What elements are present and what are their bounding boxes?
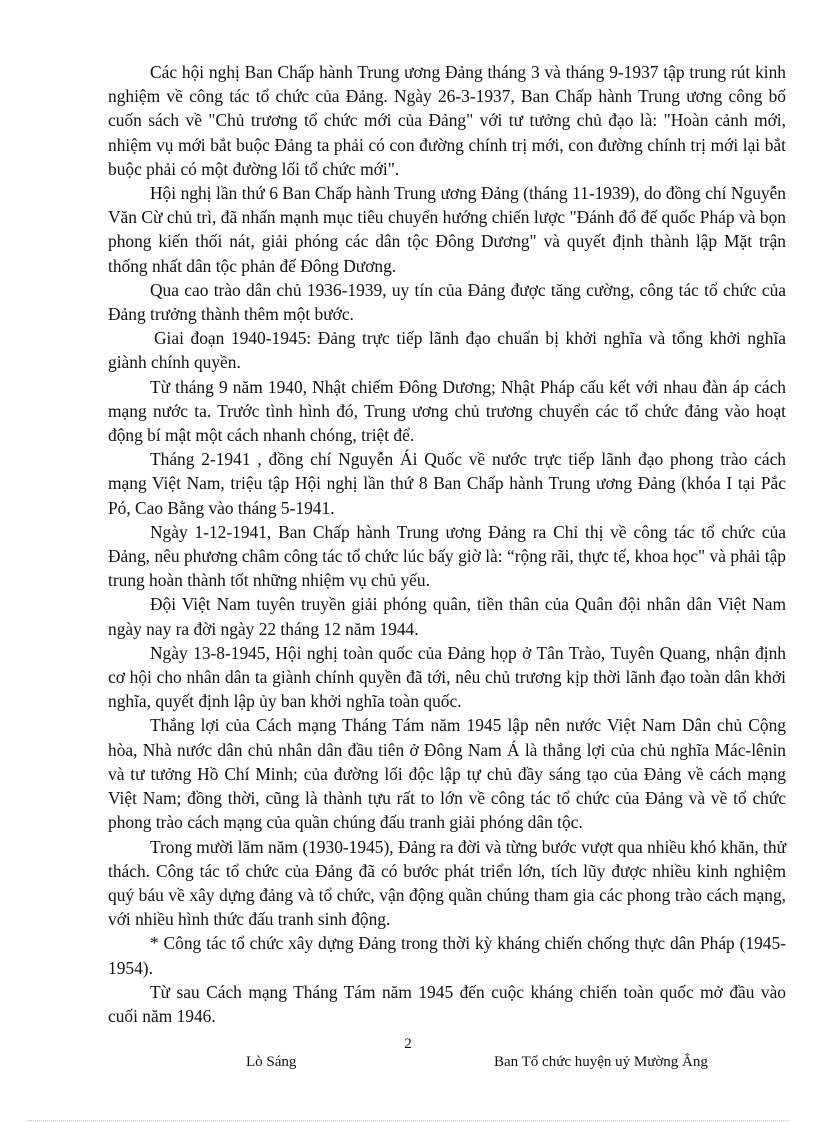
paragraph: Thắng lợi của Cách mạng Tháng Tám năm 1945 lập nên nước Việt Nam Dân chủ Cộng hòa, Nhà nước dân chủ nhân dân đầu tiên ở Đông Nam Á là thắng lợi của chủ nghĩa Mác-lênin và tư tưởng Hồ Chí Minh; của đường lối độc lập tự chủ đầy sáng tạo của Đảng về cách mạng Việt Nam; đồng thời, cũng là thành tựu rất to lớn về công tác tổ chức của Đảng và về tổ chức phong trào cách mạng của quần chúng đấu tranh giải phóng dân tộc. — [108, 715, 786, 833]
paragraph: Từ tháng 9 năm 1940, Nhật chiếm Đông Dương; Nhật Pháp cấu kết với nhau đàn áp cách mạng nước ta. Trước tình hình đó, Trung ương chủ trương chuyển các tổ chức đảng vào hoạt động bí mật một cách nhanh chóng, triệt để. — [108, 376, 786, 446]
document-body — [108, 60, 786, 1028]
page-edge-divider — [28, 1120, 788, 1121]
paragraph: Giai đoạn 1940-1945: Đảng trực tiếp lãnh đạo chuẩn bị khởi nghĩa và tổng khởi nghĩa giành chính quyền. — [108, 328, 786, 373]
footer-organization: Ban Tổ chức huyện uỷ Mường Ẳng — [494, 1054, 708, 1070]
page-number: 2 — [404, 1036, 412, 1052]
paragraph: Các hội nghị Ban Chấp hành Trung ương Đảng tháng 3 và tháng 9-1937 tập trung rút kinh nghiệm về công tác tổ chức của Đảng. Ngày 26-3-1937, Ban Chấp hành Trung ương công bố cuốn sách về "Chủ trương tổ chức mới của Đảng" với tư tưởng chủ đạo là: "Hoàn cảnh mới, nhiệm vụ mới bắt buộc Đảng ta phải có con đường chính trị mới, con đường chính trị mới lại bắt buộc phải có một đường lối tổ chức mới". — [108, 62, 786, 179]
paragraph: Trong mười lăm năm (1930-1945), Đảng ra đời và từng bước vượt qua nhiều khó khăn, thử thách. Công tác tổ chức của Đảng đã có bước phát triển lớn, tích lũy được nhiều kinh nghiệm quý báu về xây dựng đảng và tổ chức, vận động quần chúng tham gia các phong trào cách mạng, với nhiều hình thức đấu tranh sinh động. — [108, 836, 786, 930]
paragraph: Từ sau Cách mạng Tháng Tám năm 1945 đến cuộc kháng chiến toàn quốc mở đầu vào cuối năm 1946. — [108, 981, 786, 1026]
paragraph: Ngày 1-12-1941, Ban Chấp hành Trung ương Đảng ra Chỉ thị về công tác tổ chức của Đảng, nêu phương châm công tác tổ chức lúc bấy giờ là: “rộng rãi, thực tế, khoa học" và phải tập trung hoàn thành tốt những nhiệm vụ chủ yếu. — [108, 521, 786, 591]
footer-author: Lò Sáng — [246, 1054, 297, 1070]
paragraph: Qua cao trào dân chủ 1936-1939, uy tín của Đảng được tăng cường, công tác tổ chức của Đảng trưởng thành thêm một bước. — [108, 279, 786, 325]
section-heading: * Công tác tổ chức xây dựng Đảng trong thời kỳ kháng chiến chống thực dân Pháp (1945-1954). — [108, 933, 786, 978]
paragraph: Tháng 2-1941 , đồng chí Nguyễn Ái Quốc về nước trực tiếp lãnh đạo phong trào cách mạng Việt Nam, triệu tập Hội nghị lần thứ 8 Ban Chấp hành Trung ương Đảng (khóa I tại Pắc Pó, Cao Bằng vào tháng 5-1941. — [108, 449, 786, 518]
paragraph: Hội nghị lần thứ 6 Ban Chấp hành Trung ương Đảng (tháng 11-1939), do đồng chí Nguyễn Văn Cừ chủ trì, đã nhấn mạnh mục tiêu chuyển hướng chiến lược "Đánh đổ đế quốc Pháp và bọn phong kiến thối nát, giải phóng các dân tộc Đông Dương" và quyết định thành lập Mặt trận thống nhất dân tộc phản đế Đông Dương. — [108, 183, 786, 276]
paragraph: Đội Việt Nam tuyên truyền giải phóng quân, tiền thân của Quân đội nhân dân Việt Nam ngày nay ra đời ngày 22 tháng 12 năm 1944. — [108, 594, 786, 639]
paragraph: Ngày 13-8-1945, Hội nghị toàn quốc của Đảng họp ở Tân Trào, Tuyên Quang, nhận định cơ hội cho nhân dân ta giành chính quyền đã tới, nêu chủ trương kịp thời lãnh đạo toàn dân khởi nghĩa, quyết định lập ủy ban khởi nghĩa toàn quốc. — [108, 642, 786, 712]
